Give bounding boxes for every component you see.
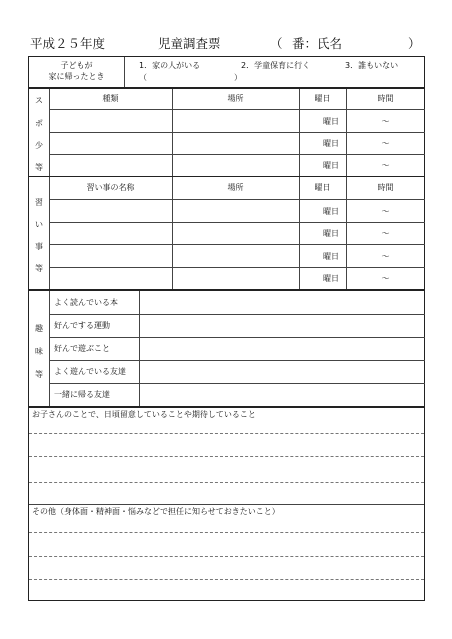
lessons-row-1-time: ～ xyxy=(381,207,390,216)
expectations-line-2[interactable] xyxy=(29,456,424,457)
after-school-paren-close: ） xyxy=(234,73,242,82)
hobby-walk-home-friends: 一緒に帰る友達 xyxy=(54,390,110,399)
expectations-line-3[interactable] xyxy=(29,482,424,483)
hobby-favorite-books: よく読んでいる本 xyxy=(54,298,118,307)
hobbies-side-label-3: 等 xyxy=(35,370,43,379)
lessons-row-3-time: ～ xyxy=(381,252,390,261)
lessons-side-label-3: 事 xyxy=(35,242,43,251)
expectations-line-1[interactable] xyxy=(29,433,424,434)
lessons-section xyxy=(28,176,425,290)
sports-header-time: 時間 xyxy=(377,94,394,103)
lessons-side-label-2: い xyxy=(35,220,43,229)
sports-row-1-day: 曜日 xyxy=(323,117,339,126)
sports-side-label-1: ス xyxy=(35,96,43,105)
sports-row-3-day: 曜日 xyxy=(323,161,339,170)
hobbies-section xyxy=(28,290,425,407)
other-notes-line-1[interactable] xyxy=(29,532,424,533)
lessons-header-place: 場所 xyxy=(227,183,244,192)
after-school-option-2[interactable]: 2．学童保育に行く xyxy=(241,61,311,70)
lessons-header-time: 時間 xyxy=(377,183,394,192)
lessons-header-name: 習い事の名称 xyxy=(86,183,135,192)
title-number-name-label: 番：氏名 xyxy=(292,36,343,51)
other-notes-label: その他（身体面・精神面・悩みなどで担任に知らせておきたいこと） xyxy=(32,507,280,516)
title-open-paren: （ xyxy=(270,36,283,51)
sports-side-label-2: ポ xyxy=(35,119,43,128)
notes-section xyxy=(28,407,425,601)
lessons-row-3-day: 曜日 xyxy=(323,252,339,261)
sports-section xyxy=(28,88,425,177)
hobbies-side-label-1: 趣 xyxy=(35,324,43,333)
lessons-row-1-day: 曜日 xyxy=(323,207,339,216)
other-notes-line-2[interactable] xyxy=(29,556,424,557)
sports-side-label-3: 少 xyxy=(35,141,43,150)
lessons-row-2-day: 曜日 xyxy=(323,229,339,238)
page-title xyxy=(30,34,430,52)
sports-row-3-time: ～ xyxy=(381,161,390,170)
hobby-play-friends: よく遊んでいる友達 xyxy=(54,367,126,376)
after-school-option-3[interactable]: 3．誰もいない xyxy=(345,61,399,70)
sports-header-place: 場所 xyxy=(227,94,244,103)
title-form-name: 児童調査票 xyxy=(158,36,221,51)
after-school-label-line1: 子どもが xyxy=(60,61,93,70)
hobbies-side-label-2: 味 xyxy=(35,347,43,356)
sports-row-2-time: ～ xyxy=(381,139,390,148)
sports-row-1-time: ～ xyxy=(381,117,390,126)
after-school-section xyxy=(28,56,425,88)
title-close-paren: ） xyxy=(408,36,421,51)
after-school-label-line2: 家に帰ったとき xyxy=(48,72,105,81)
lessons-side-label-4: 等 xyxy=(35,264,43,273)
hobby-favorite-play: 好んで遊ぶこと xyxy=(54,344,110,353)
lessons-row-2-time: ～ xyxy=(381,229,390,238)
lessons-row-4-day: 曜日 xyxy=(323,274,339,283)
sports-header-type: 種類 xyxy=(102,94,119,103)
expectations-label: お子さんのことで、日頃留意していることや期待していること xyxy=(32,410,256,419)
after-school-paren-open: （ xyxy=(139,73,147,82)
hobby-favorite-sports: 好んでする運動 xyxy=(54,321,110,330)
sports-row-2-day: 曜日 xyxy=(323,139,339,148)
title-year: 平成２５年度 xyxy=(30,36,106,51)
sports-side-label-4: 等 xyxy=(35,163,43,172)
sports-header-day: 曜日 xyxy=(314,94,331,103)
lessons-side-label-1: 習 xyxy=(35,198,43,207)
lessons-row-4-time: ～ xyxy=(381,274,390,283)
after-school-option-1[interactable]: 1．家の人がいる xyxy=(139,61,201,70)
lessons-header-day: 曜日 xyxy=(314,183,331,192)
other-notes-line-3[interactable] xyxy=(29,579,424,580)
